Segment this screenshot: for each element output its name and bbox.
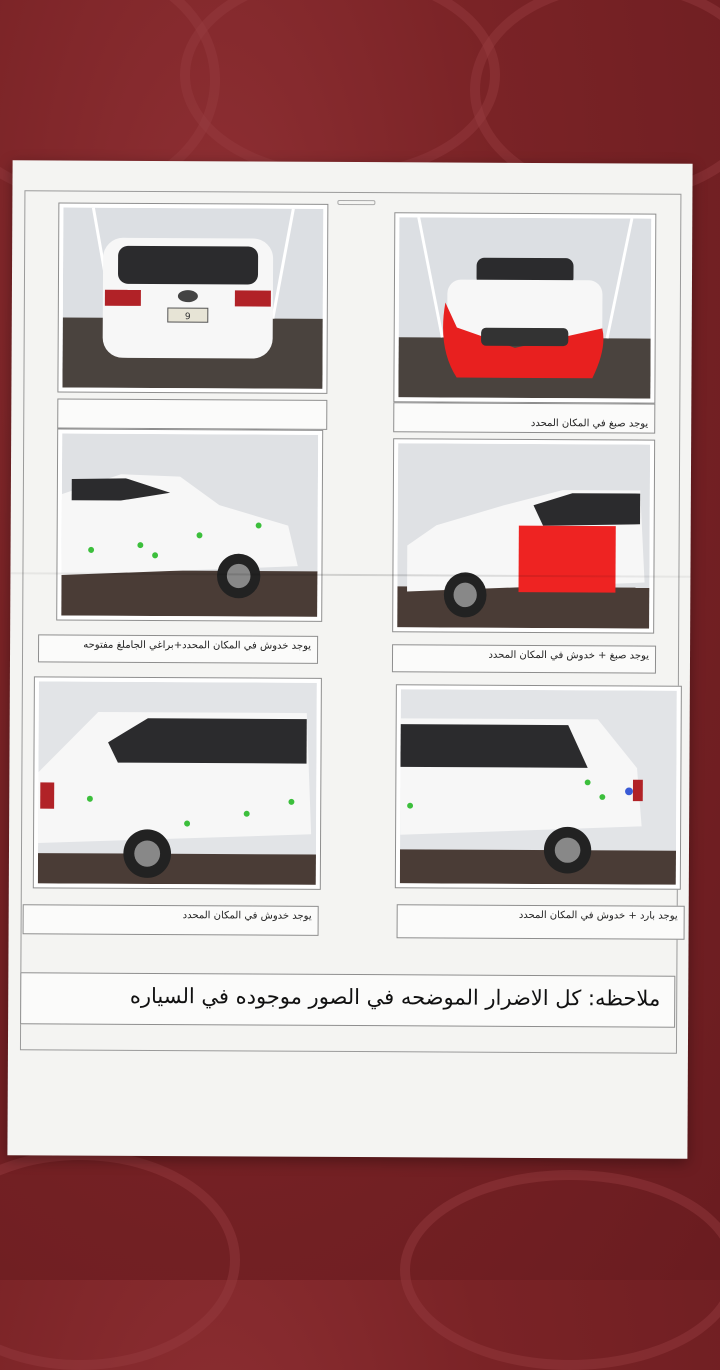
photo-front (393, 212, 656, 403)
carpet-pattern (180, 0, 500, 180)
photo-right-side (56, 428, 323, 621)
caption-left-rear-side: يوجد خدوش في المكان المحدد (23, 904, 319, 936)
caption-right-rear-side: يوجد بارد + خدوش في المكان المحدد (397, 904, 685, 940)
caption-rear (57, 398, 327, 429)
caption-left-side: يوجد صبغ + خدوش في المكان المحدد (392, 644, 656, 673)
photo-left-rear-side (33, 676, 322, 890)
photo-left-side (392, 438, 655, 633)
damage-note: ملاحظه: كل الاضرار الموضحه في الصور موجوده في السياره (20, 972, 675, 1027)
caption-right-side: يوجد خدوش في المكان المحدد+براغي الجاملغ مفتوحه (38, 634, 318, 663)
photo-rear (57, 202, 328, 393)
inspection-report-sheet (7, 160, 692, 1159)
photo-right-rear-side (395, 684, 682, 889)
carpet-pattern (400, 1170, 720, 1370)
caption-front: يوجد صبغ في المكان المحدد (393, 402, 655, 433)
carpet-pattern (0, 1150, 240, 1370)
license-plate: 9 (184, 312, 191, 323)
